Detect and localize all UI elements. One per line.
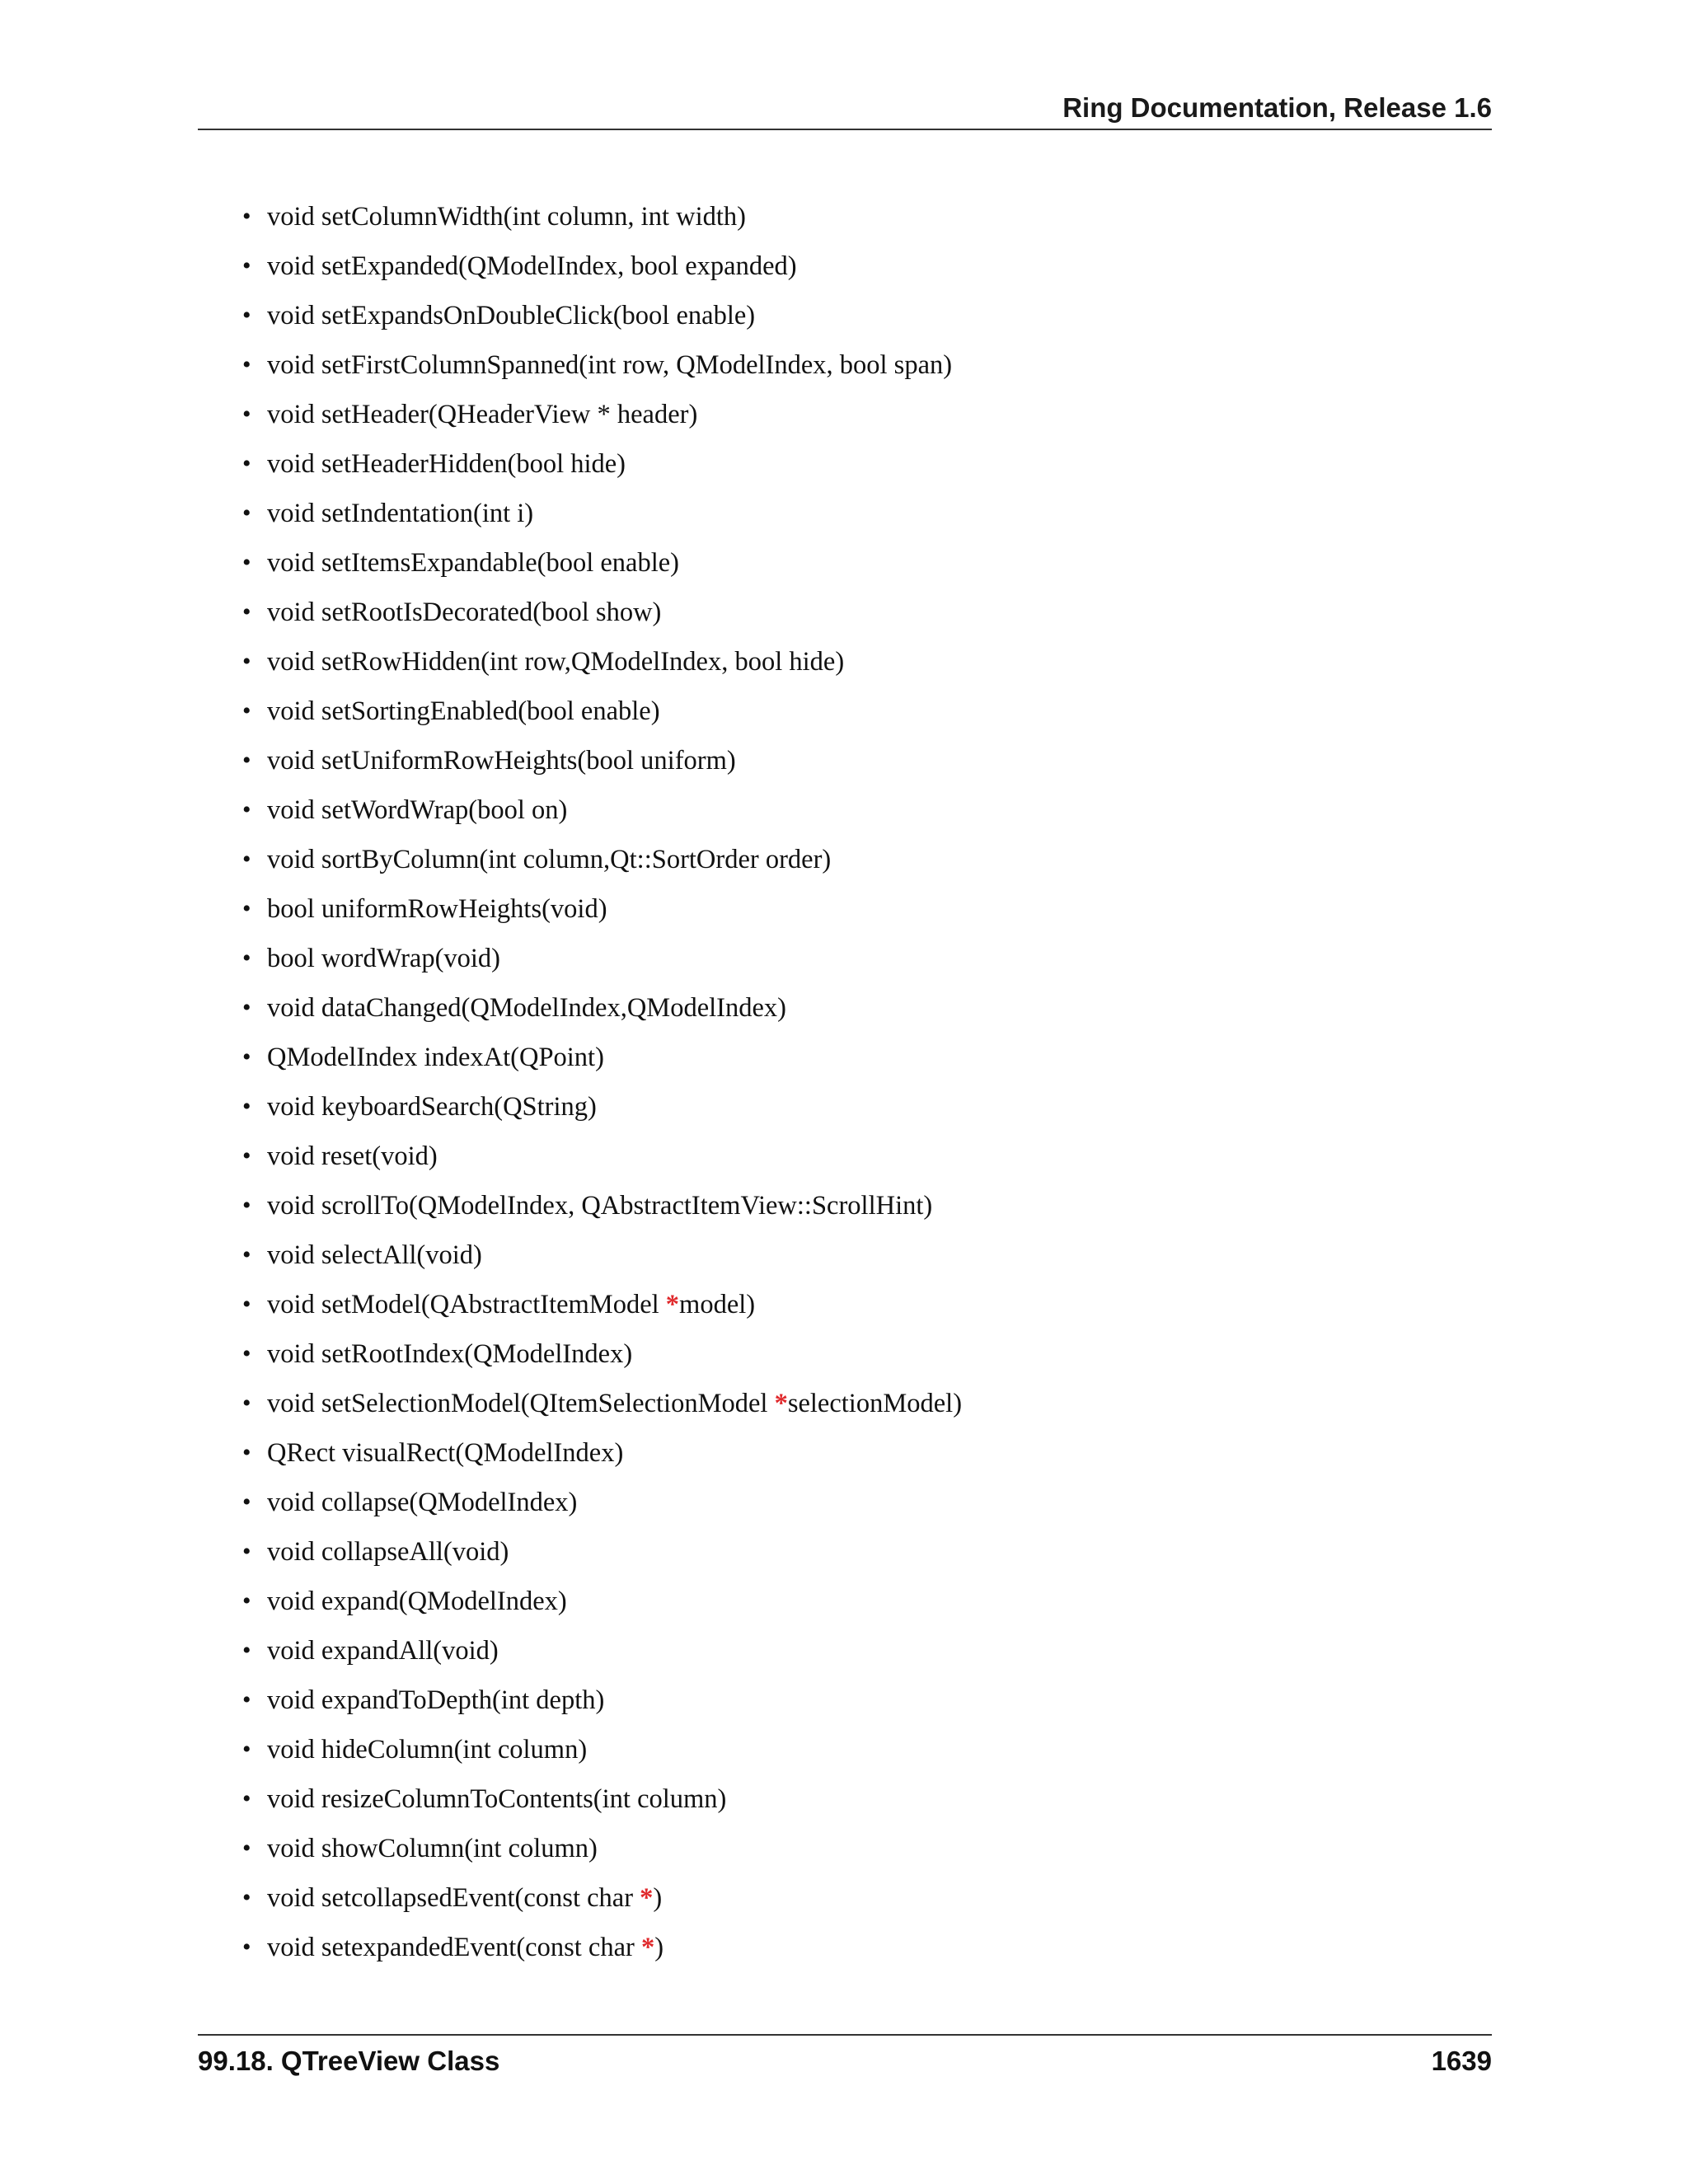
bullet-icon: • bbox=[242, 1933, 251, 1961]
bullet-icon: • bbox=[242, 1736, 251, 1763]
page-header bbox=[198, 89, 1492, 130]
method-signature: void showColumn(int column) bbox=[267, 1834, 598, 1863]
bullet-icon: • bbox=[242, 499, 251, 527]
method-signature: void setItemsExpandable(bool enable) bbox=[267, 548, 679, 578]
pointer-asterisk: * bbox=[665, 1290, 680, 1319]
method-signature: bool uniformRowHeights(void) bbox=[267, 894, 607, 924]
list-item bbox=[242, 1930, 962, 1980]
bullet-icon: • bbox=[242, 994, 251, 1021]
list-item bbox=[242, 1782, 962, 1831]
list-item bbox=[242, 941, 962, 991]
list-item bbox=[242, 447, 962, 496]
bullet-icon: • bbox=[242, 944, 251, 972]
method-signature: bool wordWrap(void) bbox=[267, 944, 500, 973]
list-item bbox=[242, 1386, 962, 1436]
method-signature: void setRootIndex(QModelIndex) bbox=[267, 1339, 633, 1369]
method-signature: QModelIndex indexAt(QPoint) bbox=[267, 1043, 604, 1072]
list-item bbox=[242, 892, 962, 941]
bullet-icon: • bbox=[242, 1884, 251, 1911]
bullet-icon: • bbox=[242, 401, 251, 428]
list-item bbox=[242, 1287, 962, 1337]
list-item bbox=[242, 1633, 962, 1683]
list-item bbox=[242, 644, 962, 694]
list-item bbox=[242, 1485, 962, 1535]
method-signature: void setHeader(QHeaderView * header) bbox=[267, 400, 698, 429]
method-signature: void collapseAll(void) bbox=[267, 1537, 509, 1567]
method-signature-rest: ) bbox=[653, 1883, 663, 1913]
bullet-icon: • bbox=[242, 1340, 251, 1367]
section-title: 99.18. QTreeView Class bbox=[198, 2046, 500, 2076]
method-signature: void resizeColumnToContents(int column) bbox=[267, 1784, 727, 1814]
bullet-icon: • bbox=[242, 1686, 251, 1713]
bullet-icon: • bbox=[242, 1587, 251, 1615]
list-item bbox=[242, 397, 962, 447]
method-signature: void setRootIsDecorated(bool show) bbox=[267, 598, 662, 627]
list-item bbox=[242, 199, 962, 249]
list-item bbox=[242, 298, 962, 348]
bullet-icon: • bbox=[242, 351, 251, 378]
bullet-icon: • bbox=[242, 1093, 251, 1120]
bullet-icon: • bbox=[242, 598, 251, 626]
method-signature: void setColumnWidth(int column, int width) bbox=[267, 202, 746, 232]
bullet-icon: • bbox=[242, 1538, 251, 1565]
list-item bbox=[242, 348, 962, 397]
bullet-icon: • bbox=[242, 648, 251, 675]
method-signature: void setUniformRowHeights(bool uniform) bbox=[267, 746, 736, 776]
pointer-asterisk: * bbox=[640, 1933, 655, 1962]
method-signature: void setExpanded(QModelIndex, bool expanded) bbox=[267, 251, 797, 281]
list-item bbox=[242, 1188, 962, 1238]
method-signature: void dataChanged(QModelIndex,QModelIndex) bbox=[267, 993, 786, 1023]
list-item bbox=[242, 793, 962, 842]
list-item bbox=[242, 694, 962, 743]
document-title: Ring Documentation, Release 1.6 bbox=[1062, 92, 1492, 123]
list-item bbox=[242, 1090, 962, 1139]
method-signature: void setExpandsOnDoubleClick(bool enable) bbox=[267, 301, 756, 330]
bullet-icon: • bbox=[242, 1439, 251, 1466]
method-signature: void collapse(QModelIndex) bbox=[267, 1488, 578, 1517]
list-item bbox=[242, 1139, 962, 1188]
bullet-icon: • bbox=[242, 895, 251, 922]
method-signature: void setFirstColumnSpanned(int row, QModelIndex, bool span) bbox=[267, 350, 953, 380]
method-signature-rest: model) bbox=[679, 1290, 756, 1319]
list-item bbox=[242, 1732, 962, 1782]
list-item bbox=[242, 1584, 962, 1633]
list-item bbox=[242, 1881, 962, 1930]
list-item bbox=[242, 1683, 962, 1732]
list-item bbox=[242, 842, 962, 892]
bullet-icon: • bbox=[242, 203, 251, 230]
bullet-icon: • bbox=[242, 1043, 251, 1071]
bullet-icon: • bbox=[242, 252, 251, 279]
method-signature: void setWordWrap(bool on) bbox=[267, 795, 568, 825]
bullet-icon: • bbox=[242, 1785, 251, 1812]
method-signature: void sortByColumn(int column,Qt::SortOrder order) bbox=[267, 845, 832, 874]
method-signature: void scrollTo(QModelIndex, QAbstractItemView::ScrollHint) bbox=[267, 1191, 933, 1221]
list-item bbox=[242, 249, 962, 298]
list-item bbox=[242, 546, 962, 595]
list-item bbox=[242, 1535, 962, 1584]
method-signature-rest: selectionModel) bbox=[787, 1389, 963, 1418]
list-item bbox=[242, 1436, 962, 1485]
method-signature: void setcollapsedEvent(const char bbox=[267, 1883, 640, 1913]
bullet-icon: • bbox=[242, 1142, 251, 1169]
bullet-icon: • bbox=[242, 1637, 251, 1664]
bullet-icon: • bbox=[242, 697, 251, 724]
method-signature: void expandToDepth(int depth) bbox=[267, 1685, 605, 1715]
page-number: 1639 bbox=[1431, 2046, 1492, 2076]
bullet-icon: • bbox=[242, 747, 251, 774]
bullet-icon: • bbox=[242, 1488, 251, 1516]
method-signature: void setexpandedEvent(const char bbox=[267, 1933, 641, 1962]
method-signature: void expand(QModelIndex) bbox=[267, 1586, 567, 1616]
bullet-icon: • bbox=[242, 1291, 251, 1318]
list-item bbox=[242, 595, 962, 644]
bullet-icon: • bbox=[242, 1192, 251, 1219]
list-item bbox=[242, 1238, 962, 1287]
page-footer bbox=[198, 2034, 1492, 2085]
bullet-icon: • bbox=[242, 302, 251, 329]
pointer-asterisk: * bbox=[640, 1883, 654, 1913]
bullet-icon: • bbox=[242, 846, 251, 873]
method-signature: void setHeaderHidden(bool hide) bbox=[267, 449, 626, 479]
bullet-icon: • bbox=[242, 1835, 251, 1862]
method-signature: void setModel(QAbstractItemModel bbox=[267, 1290, 666, 1319]
bullet-icon: • bbox=[242, 1390, 251, 1417]
bullet-icon: • bbox=[242, 796, 251, 823]
method-signature: void hideColumn(int column) bbox=[267, 1735, 588, 1765]
list-item bbox=[242, 1831, 962, 1881]
bullet-icon: • bbox=[242, 450, 251, 477]
list-item bbox=[242, 1337, 962, 1386]
method-signature: QRect visualRect(QModelIndex) bbox=[267, 1438, 624, 1468]
method-list bbox=[242, 199, 962, 1980]
pointer-asterisk: * bbox=[774, 1389, 788, 1418]
bullet-icon: • bbox=[242, 549, 251, 576]
method-signature: void setIndentation(int i) bbox=[267, 499, 534, 528]
bullet-icon: • bbox=[242, 1241, 251, 1268]
method-signature: void selectAll(void) bbox=[267, 1240, 482, 1270]
method-signature: void setSortingEnabled(bool enable) bbox=[267, 696, 660, 726]
list-item bbox=[242, 743, 962, 793]
method-signature: void setRowHidden(int row,QModelIndex, bool hide) bbox=[267, 647, 845, 677]
method-signature-rest: ) bbox=[654, 1933, 664, 1962]
list-item bbox=[242, 496, 962, 546]
method-signature: void reset(void) bbox=[267, 1141, 438, 1171]
method-signature: void expandAll(void) bbox=[267, 1636, 499, 1666]
list-item bbox=[242, 991, 962, 1040]
method-signature: void setSelectionModel(QItemSelectionModel bbox=[267, 1389, 775, 1418]
list-item bbox=[242, 1040, 962, 1090]
method-signature: void keyboardSearch(QString) bbox=[267, 1092, 597, 1122]
